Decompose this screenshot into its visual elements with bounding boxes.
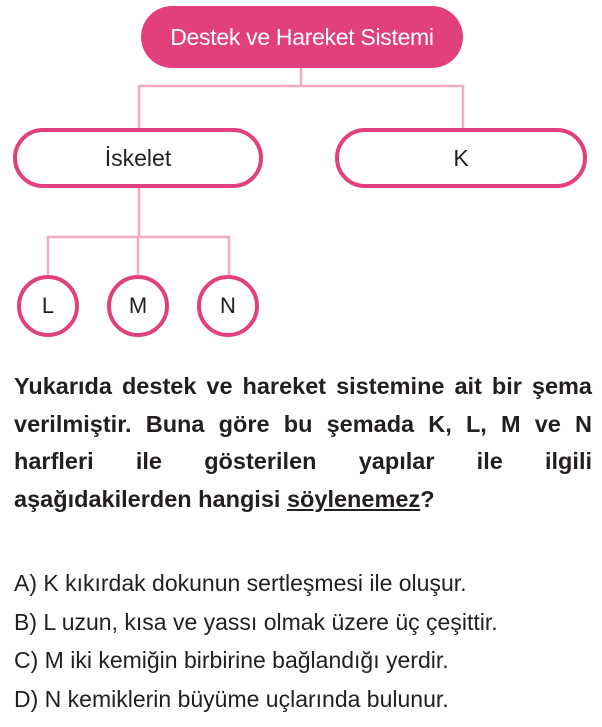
branch-connector <box>139 86 463 128</box>
option-c-letter: C) <box>14 647 39 673</box>
question-body: Yukarıda destek ve hareket sistemine ait bir şema verilmiştir. Buna göre bu şemada K, L, M ve N harfleri ile gösterilen yapılar ile ilgili aşağıdakilerden hangisi <box>14 373 592 512</box>
k-node-label: K <box>453 144 469 171</box>
option-a-letter: A) <box>14 570 37 596</box>
n-node-label: N <box>220 293 236 318</box>
option-d-text: N kemiklerin büyüme uçlarında bulunur. <box>44 685 449 712</box>
option-c-text: M iki kemiğin birbirine bağlandığı yerdir. <box>44 647 449 673</box>
skeleton-node <box>13 128 263 188</box>
m-node <box>107 275 169 337</box>
question-underlined-word: söylenemez <box>286 485 421 512</box>
option-b[interactable] <box>14 603 599 642</box>
question-mark: ? <box>420 485 435 512</box>
option-a-text: K kıkırdak dokunun sertleşmesi ile oluşur. <box>43 570 467 596</box>
option-b-text: L uzun, kısa ve yassı olmak üzere üç çeşittir. <box>43 608 498 635</box>
l-node-label: L <box>41 293 55 318</box>
option-c[interactable] <box>14 641 599 680</box>
option-b-letter: B) <box>14 608 37 635</box>
k-node <box>335 128 587 188</box>
option-d[interactable] <box>14 680 599 719</box>
n-node <box>197 275 259 337</box>
diagram-root-node: Destek ve Hareket Sistemi <box>141 6 463 68</box>
question-text <box>14 368 592 518</box>
concept-diagram <box>0 0 602 345</box>
skeleton-node-label: İskelet <box>104 144 172 171</box>
l-node <box>17 275 79 337</box>
option-d-letter: D) <box>14 685 39 712</box>
option-a[interactable] <box>14 564 599 603</box>
m-node-label: M <box>128 293 148 318</box>
answer-options <box>14 564 599 718</box>
